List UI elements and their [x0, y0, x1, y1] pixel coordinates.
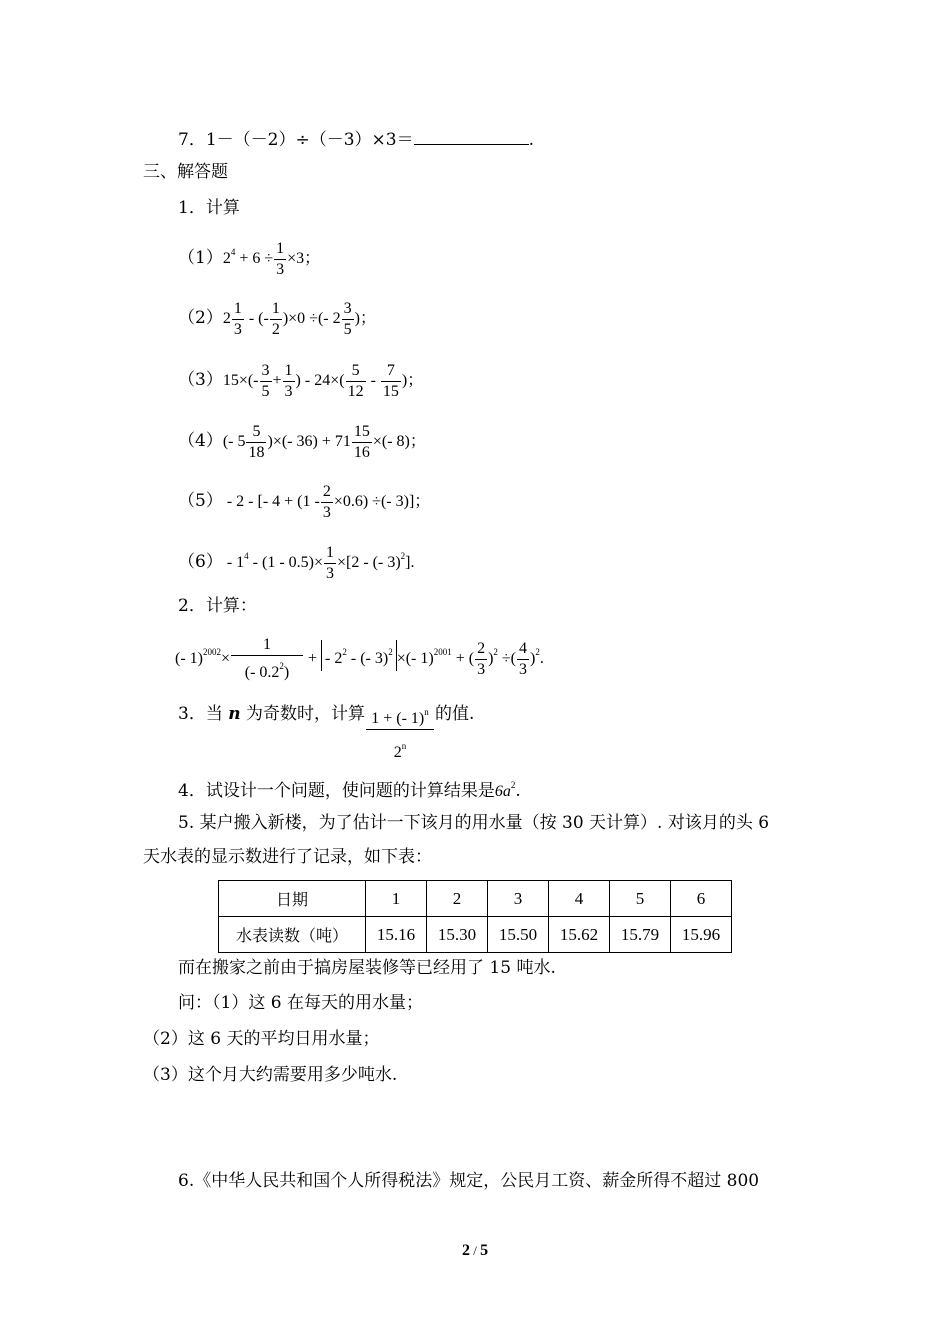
- table-cell: 2: [427, 881, 488, 917]
- problem-1-item-3: （3）15×(- $\frac{3}{5}$ + $\frac{1}{3}$ ) - 24×( $\frac{5}{12}$ - $\frac{7}{15}$ )；: [178, 362, 424, 400]
- table-cell: 4: [549, 881, 610, 917]
- table-cell: 15.96: [671, 917, 732, 953]
- problem-3: 3．当 n 为奇数时，计算 $\frac{1 + (- 1)^n}{2^n}$ 的值.: [178, 704, 475, 761]
- table-cell: 1: [366, 881, 427, 917]
- fraction: $\frac{1 + (- 1)^n}{2^n}$: [366, 702, 434, 763]
- table-cell: 15.16: [366, 917, 427, 953]
- fraction: $\frac{5}{18}$: [248, 423, 265, 461]
- fraction: $\frac{1}{2}$: [271, 300, 280, 338]
- section-3-title: 三、解答题: [143, 162, 228, 182]
- problem-1-item-4: （4）(- 5 $\frac{5}{18}$ )×(- 36) + 71 $\frac{15}{16}$ ×(- 8)；: [178, 423, 426, 461]
- absolute-value: - $2^2$ - (- 3)$^2$: [321, 640, 397, 671]
- fraction: $\frac{2}{3}$: [322, 483, 331, 521]
- problem-5-question-1: 问：（1）这 6 在每天的用水量；: [178, 993, 423, 1013]
- problem-6-line-1: 6.《中华人民共和国个人所得税法》规定，公民月工资、薪金所得不超过 800: [178, 1171, 760, 1191]
- fraction: $\frac{1}{3}$: [326, 544, 334, 582]
- table-cell: 水表读数（吨）: [219, 917, 366, 953]
- fraction: $\frac{3}{5}$: [343, 300, 352, 338]
- problem-4: 4．试设计一个问题，使问题的计算结果是$6a^2$.: [178, 780, 521, 801]
- problem-1-item-5: （5） - 2 - [- 4 + (1 - $\frac{2}{3}$ ×0.6) ÷(- 3)]；: [178, 483, 431, 521]
- problem-5-question-3: （3）这个月大约需要用多少吨水.: [143, 1065, 398, 1085]
- table-cell: 15.50: [488, 917, 549, 953]
- table-cell: 5: [610, 881, 671, 917]
- fraction: $\frac{7}{15}$: [382, 362, 399, 400]
- fraction: $\frac{1}{(- 0.2^2)}$: [231, 635, 303, 683]
- problem-5-line-1: 5. 某户搬入新楼，为了估计一下该月的用水量（按 30 天计算）. 对该月的头 6: [178, 813, 770, 833]
- fraction: $\frac{1}{3}$: [284, 362, 293, 400]
- table-cell: 3: [488, 881, 549, 917]
- table-cell: 15.79: [610, 917, 671, 953]
- table-row: [219, 917, 732, 953]
- problem-5-line-2: 天水表的显示数进行了记录，如下表：: [143, 847, 432, 867]
- fraction: $\frac{1}{3}$: [276, 240, 285, 278]
- problem-1-item-1: $(1)2^4 + 6$ ÷ $\frac{1}{3}$ ×3；: [178, 240, 321, 278]
- fraction: $\frac{5}{12}$: [347, 362, 364, 400]
- problem-1-title: 1．计算: [178, 198, 240, 218]
- fraction: $\frac{2}{3}$: [477, 639, 486, 678]
- page-number: 2 / 5: [461, 1242, 489, 1259]
- table-row: [219, 881, 732, 917]
- problem-2-title: 2．计算：: [178, 596, 257, 616]
- fraction: $\frac{3}{5}$: [261, 362, 270, 400]
- table-cell: 6: [671, 881, 732, 917]
- problem-1-item-6: $(6) - 1^4 - (1 - 0.5)\times$ $\frac{1}{3}$ ×[2 - (- 3)$^2$].: [178, 544, 415, 582]
- water-meter-table: [218, 880, 732, 953]
- problem-1-item-2: （2）2 $\frac{1}{3}$ - (- $\frac{1}{2}$ )×0 ÷(- 2 $\frac{3}{5}$ )；: [178, 300, 376, 338]
- problem-5-question-2: （2）这 6 天的平均日用水量；: [143, 1029, 380, 1049]
- question-7-text: 7．1－（－2）÷（－3）×3＝: [178, 130, 414, 150]
- answer-blank: [414, 128, 529, 145]
- fraction: $\frac{1}{3}$: [233, 300, 242, 338]
- table-cell: 15.30: [427, 917, 488, 953]
- table-cell: 15.62: [549, 917, 610, 953]
- problem-5-line-3: 而在搬家之前由于搞房屋装修等已经用了 15 吨水.: [178, 958, 556, 978]
- fraction: $\frac{15}{16}$: [353, 423, 370, 461]
- problem-2-expression: (- 1)$^{2002}$× $\frac{1}{(- 0.2^2)}$ + - $2^2$ - (- 3)$^2$ ×(- 1)$^{2001}$ + ( $\frac{2}{3}$ )$^2$ ÷( $\frac{4}{3}$ )$^2$.: [175, 636, 544, 681]
- question-7: 7．1－（－2）÷（－3）×3＝ .: [178, 130, 534, 150]
- table-cell: 日期: [219, 881, 366, 917]
- fraction: $\frac{4}{3}$: [519, 639, 527, 678]
